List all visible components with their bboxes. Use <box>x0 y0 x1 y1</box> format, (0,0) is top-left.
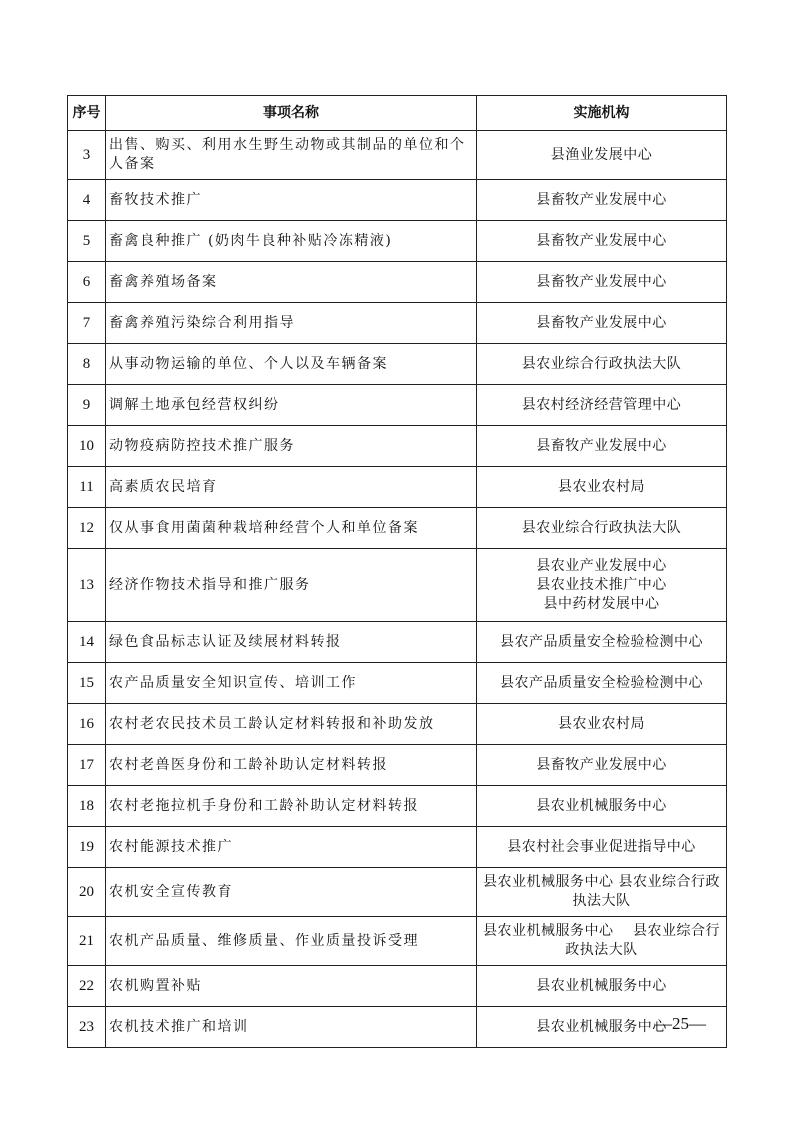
table-row <box>68 663 727 704</box>
agency-name: 县畜牧产业发展中心 <box>536 191 667 208</box>
row-serial-number: 6 <box>68 262 106 303</box>
row-serial-number: 7 <box>68 303 106 344</box>
table-row <box>68 786 727 827</box>
row-implementing-agency <box>477 508 727 549</box>
row-implementing-agency <box>477 549 727 622</box>
agency-name: 县农业综合行政执法大队 <box>521 519 682 536</box>
agency-name: 县农业机械服务中心 <box>536 977 667 994</box>
row-serial-number: 3 <box>68 131 106 180</box>
table-row <box>68 344 727 385</box>
row-item-name: 农机购置补贴 <box>106 966 477 1007</box>
row-serial-number: 4 <box>68 180 106 221</box>
row-serial-number: 8 <box>68 344 106 385</box>
row-item-name: 从事动物运输的单位、个人以及车辆备案 <box>106 344 477 385</box>
row-item-name: 畜禽养殖污染综合利用指导 <box>106 303 477 344</box>
table-row <box>68 827 727 868</box>
table-row <box>68 704 727 745</box>
row-serial-number: 19 <box>68 827 106 868</box>
row-item-name: 畜牧技术推广 <box>106 180 477 221</box>
row-serial-number: 16 <box>68 704 106 745</box>
row-serial-number: 11 <box>68 467 106 508</box>
agency-name: 县渔业发展中心 <box>550 146 653 163</box>
table-row <box>68 180 727 221</box>
row-implementing-agency <box>477 221 727 262</box>
row-item-name: 农机产品质量、维修质量、作业质量投诉受理 <box>106 917 477 966</box>
row-serial-number: 21 <box>68 917 106 966</box>
agency-name: 县农业产业发展中心 <box>536 557 667 574</box>
row-implementing-agency <box>477 426 727 467</box>
table-row <box>68 262 727 303</box>
row-implementing-agency <box>477 868 727 917</box>
agency-name: 县农业综合行政执法大队 <box>521 355 682 372</box>
matters-table <box>67 95 727 1048</box>
row-implementing-agency <box>477 385 727 426</box>
row-item-name: 农村能源技术推广 <box>106 827 477 868</box>
agency-name: 县农业机械服务中心 <box>536 797 667 814</box>
row-item-name: 农村老拖拉机手身份和工龄补助认定材料转报 <box>106 786 477 827</box>
table-row <box>68 385 727 426</box>
row-implementing-agency <box>477 303 727 344</box>
row-serial-number: 12 <box>68 508 106 549</box>
row-implementing-agency <box>477 344 727 385</box>
row-serial-number: 13 <box>68 549 106 622</box>
row-item-name: 畜禽养殖场备案 <box>106 262 477 303</box>
row-implementing-agency <box>477 180 727 221</box>
row-implementing-agency <box>477 966 727 1007</box>
table-row <box>68 1007 727 1048</box>
agency-name: 县畜牧产业发展中心 <box>536 756 667 773</box>
row-implementing-agency <box>477 663 727 704</box>
row-serial-number: 18 <box>68 786 106 827</box>
table-row <box>68 622 727 663</box>
row-item-name: 农村老农民技术员工龄认定材料转报和补助发放 <box>106 704 477 745</box>
table-row <box>68 303 727 344</box>
table-body <box>68 131 727 1048</box>
agency-name: 县畜牧产业发展中心 <box>536 314 667 331</box>
table-row <box>68 221 727 262</box>
row-serial-number: 17 <box>68 745 106 786</box>
row-item-name: 农产品质量安全知识宣传、培训工作 <box>106 663 477 704</box>
row-implementing-agency <box>477 467 727 508</box>
table-row <box>68 131 727 180</box>
agency-name: 县农业机械服务中心 <box>536 1018 667 1035</box>
agency-name: 县中药材发展中心 <box>543 595 660 612</box>
row-serial-number: 15 <box>68 663 106 704</box>
row-implementing-agency <box>477 827 727 868</box>
row-serial-number: 20 <box>68 868 106 917</box>
row-serial-number: 14 <box>68 622 106 663</box>
agency-name: 县农业农村局 <box>558 478 645 495</box>
row-item-name: 绿色食品标志认证及续展材料转报 <box>106 622 477 663</box>
row-implementing-agency <box>477 131 727 180</box>
agency-name: 县畜牧产业发展中心 <box>536 437 667 454</box>
row-item-name: 畜禽良种推广 (奶肉牛良种补贴冷冻精液) <box>106 221 477 262</box>
table-row <box>68 917 727 966</box>
row-item-name: 调解土地承包经营权纠纷 <box>106 385 477 426</box>
table-row <box>68 426 727 467</box>
agency-name: 县农业机械服务中心 县农业综合行政执法大队 <box>483 923 720 958</box>
row-implementing-agency <box>477 745 727 786</box>
header-item-name: 事项名称 <box>106 96 477 131</box>
row-item-name: 经济作物技术指导和推广服务 <box>106 549 477 622</box>
row-serial-number: 5 <box>68 221 106 262</box>
table-row <box>68 966 727 1007</box>
row-implementing-agency <box>477 786 727 827</box>
page-number: —25— <box>655 1014 706 1033</box>
row-implementing-agency <box>477 622 727 663</box>
agency-name: 县农村社会事业促进指导中心 <box>507 838 696 855</box>
row-item-name: 高素质农民培育 <box>106 467 477 508</box>
row-item-name: 农机安全宣传教育 <box>106 868 477 917</box>
table-header-row <box>68 96 727 131</box>
row-implementing-agency <box>477 262 727 303</box>
row-serial-number: 9 <box>68 385 106 426</box>
agency-name: 县农村经济经营管理中心 <box>521 396 682 413</box>
agency-name: 县农产品质量安全检验检测中心 <box>500 674 703 691</box>
table-row <box>68 508 727 549</box>
table-row <box>68 549 727 622</box>
agency-name: 县农业技术推广中心 <box>536 576 667 593</box>
table-row <box>68 467 727 508</box>
table-row <box>68 745 727 786</box>
row-item-name: 农村老兽医身份和工龄补助认定材料转报 <box>106 745 477 786</box>
agency-name: 县农业机械服务中心 县农业综合行政执法大队 <box>483 874 720 909</box>
header-serial-number: 序号 <box>68 96 106 131</box>
row-item-name: 农机技术推广和培训 <box>106 1007 477 1048</box>
agency-name: 县农业农村局 <box>558 715 645 732</box>
row-serial-number: 22 <box>68 966 106 1007</box>
header-implementing-agency: 实施机构 <box>477 96 727 131</box>
table-row <box>68 868 727 917</box>
agency-name: 县畜牧产业发展中心 <box>536 232 667 249</box>
row-item-name: 仅从事食用菌菌种栽培种经营个人和单位备案 <box>106 508 477 549</box>
row-item-name: 动物疫病防控技术推广服务 <box>106 426 477 467</box>
agency-name: 县畜牧产业发展中心 <box>536 273 667 290</box>
row-implementing-agency <box>477 917 727 966</box>
agency-name: 县农产品质量安全检验检测中心 <box>500 633 703 650</box>
row-serial-number: 23 <box>68 1007 106 1048</box>
row-implementing-agency <box>477 704 727 745</box>
row-item-name: 出售、购买、利用水生野生动物或其制品的单位和个人备案 <box>106 131 477 180</box>
row-serial-number: 10 <box>68 426 106 467</box>
